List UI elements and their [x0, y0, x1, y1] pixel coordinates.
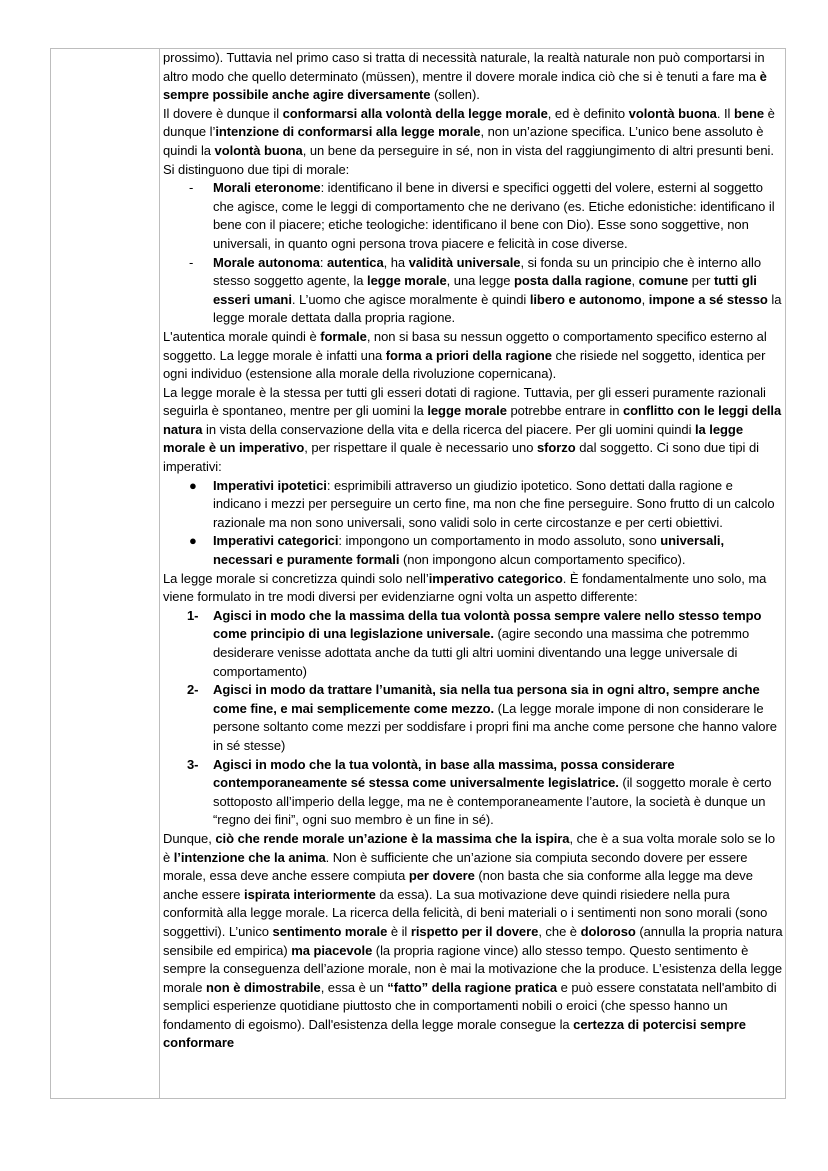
text-run: per: [688, 273, 714, 289]
text-run: , essa è un: [320, 979, 388, 995]
list-marker: -: [189, 180, 194, 196]
text-run: (il soggetto morale è certo sottoposto all’imperio della legge, ma ne è contemporaneamente l’autore, la società è dunque un “regno dei fini”, ogni suo membro è un fine in sé).: [213, 775, 772, 828]
list-marker: -: [189, 254, 194, 270]
table-content-cell: [163, 49, 783, 1053]
text-run: (non basta che sia conforme alla legge ma deve anche essere: [163, 868, 753, 902]
paragraph: [163, 830, 783, 1053]
text-run: . Il: [716, 105, 734, 121]
bold-text: legge morale: [367, 273, 447, 289]
bold-text: per dovere: [408, 868, 475, 884]
text-run: la legge morale dettata dalla propria ragione.: [213, 291, 782, 326]
text-run: e può essere constatata nell'ambito di semplici esperienze quotidiane piuttosto che in comportamenti nobili o eroici (che spesso hanno un fondamento di egoismo). Dall'esistenza della legge morale consegue la: [163, 979, 777, 1032]
bold-text: la legge morale è un imperativo: [163, 421, 744, 456]
bold-text: doloroso: [580, 923, 636, 939]
text-run: , una legge: [446, 273, 515, 289]
text-run: , ha: [383, 254, 409, 270]
text-run: , un bene da perseguire in sé, non in vista del raggiungimento di altri presunti beni. Si distinguono due tipi di morale:: [163, 142, 774, 177]
text-run: ,: [641, 291, 649, 307]
list-item-text: [213, 608, 761, 679]
bold-text: imperativo categorico: [428, 570, 563, 586]
text-run: La legge morale si concretizza quindi solo nell’: [163, 570, 429, 586]
bold-text: posta dalla ragione: [514, 273, 632, 289]
bold-text: validità universale: [408, 254, 521, 270]
bold-text: universali, necessari e puramente formali: [213, 533, 725, 568]
text-run: L'autentica morale quindi è: [163, 328, 321, 344]
text-run: ,: [631, 273, 639, 289]
bold-text: sentimento morale: [272, 923, 388, 939]
bold-text: Imperativi ipotetici: [213, 477, 327, 493]
bold-text: volontà buona: [214, 142, 303, 158]
text-run: , che è a sua volta morale solo se lo è: [163, 830, 776, 865]
text-run: Il dovere è dunque il: [163, 105, 283, 121]
bold-text: “fatto” della ragione pratica: [387, 979, 558, 995]
bold-text: rispetto per il dovere: [410, 923, 539, 939]
text-run: (la propria ragione vince) allo stesso tempo. Questo sentimento è sempre la conseguenza dell’azione morale, non è mai la motivazione che la produce. L’esistenza della legge morale: [163, 942, 783, 995]
list-item: [163, 179, 783, 253]
list-item: [163, 756, 783, 830]
bold-text: intenzione di conformarsi alla legge morale: [215, 124, 481, 140]
bold-text: impone a sé stesso: [648, 291, 768, 307]
bold-text: Agisci in modo che la massima della tua volontà possa sempre valere nello stesso tempo come principio di una legislazione universale.: [213, 607, 762, 642]
text-run: : identificano il bene in diversi e specifici oggetti del volere, esterni al soggetto che agisce, come le leggi di comportamento che ne derivano (es. Etiche edonistiche: identificano il bene con il piacere; etiche teologiche: identificano il bene con Dio). Esse sono soggettive, non universali, in quanto ogni persona trova piacere e felicità in cose diverse.: [213, 180, 775, 251]
text-run: La legge morale è la stessa per tutti gli esseri dotati di ragione. Tuttavia, per gli esseri puramente razionali seguirla è spontaneo, mentre per gli uomini la: [163, 384, 766, 419]
bold-text: forma a priori della ragione: [385, 347, 552, 363]
list-item-text: [213, 180, 775, 251]
text-run: in vista della conservazione della vita e della ricerca del piacere. Per gli uomini quindi: [202, 421, 695, 437]
text-run: Dunque,: [163, 830, 216, 846]
bold-text: Agisci in modo da trattare l’umanità, sia nella tua persona sia in ogni altro, sempre anche come fine, e mai semplicemente come mezzo.: [213, 682, 760, 716]
bold-text: volontà buona: [628, 105, 717, 121]
bold-text: l’intenzione che la anima: [173, 849, 326, 865]
text-run: , ed è definito: [547, 105, 629, 121]
text-run: (annulla la propria natura sensibile ed empirica): [163, 923, 783, 958]
morals-list: [163, 179, 783, 328]
list-item-text: [213, 478, 775, 530]
list-item-text: [213, 533, 724, 567]
text-run: che risiede nel soggetto, identica per ogni individuo (estensione alla morale della rivoluzione copernicana).: [163, 347, 766, 382]
list-marker: 2-: [187, 682, 199, 698]
paragraph: [163, 570, 783, 607]
list-marker: ●: [189, 477, 197, 493]
bold-text: Morali eteronome: [213, 180, 321, 196]
bold-text: legge morale: [427, 403, 507, 419]
text-run: (La legge morale impone di non considerare le persone soltanto come mezzi per soddisfare i propri fini ma anche come persone che hanno valore in sé stesse): [213, 700, 777, 753]
list-item-text: [213, 682, 777, 753]
list-item-text: [213, 757, 771, 828]
text-run: (agire secondo una massima che potremmo desiderare venisse adottata anche da tutti gli altri uomini diventando una legge universale di comportamento): [213, 626, 750, 679]
notes-table: [50, 48, 786, 1099]
text-run: (non impongono alcun comportamento specifico).: [399, 552, 686, 568]
paragraph: [163, 105, 783, 179]
list-marker: 3-: [187, 756, 199, 772]
bold-text: sforzo: [536, 440, 576, 456]
bold-text: formale: [320, 328, 367, 344]
text-run: (sollen).: [430, 87, 480, 103]
bold-text: autentica: [327, 254, 384, 270]
imperatives-list: [163, 477, 783, 570]
bold-text: è sempre possibile anche agire diversamente: [163, 68, 767, 103]
text-run: : impongono un comportamento in modo assoluto, sono: [338, 533, 661, 549]
table-left-column: [51, 49, 160, 1098]
bold-text: certezza di potercisi sempre conformare: [163, 1016, 746, 1051]
list-marker: ●: [189, 533, 197, 549]
list-item: [163, 254, 783, 328]
text-run: : esprimibili attraverso un giudizio ipotetico. Sono dettati dalla ragione e indicano i mezzi per perseguire un certo fine, ma non che fine perseguire. Sono frutto di un calcolo razionale ma non sono universali, sono validi solo in certe circostanze e per certi obiettivi.: [213, 477, 775, 530]
text-run: . Non è sufficiente che un’azione sia compiuta secondo dovere per essere morale, essa deve anche essere compiuta: [163, 849, 748, 884]
text-run: è il: [387, 923, 411, 939]
formulations-list: [163, 607, 783, 830]
bold-text: comune: [638, 273, 689, 289]
text-run: prossimo). Tuttavia nel primo caso si tratta di necessità naturale, la realtà naturale non può comportarsi in altro modo che quello determinato (müssen), mentre il dovere morale indica ciò che si è tenuti a fare ma: [163, 50, 765, 84]
text-run: dal soggetto. Ci sono due tipi di imperativi:: [163, 440, 759, 475]
list-item: [163, 607, 783, 681]
text-run: , non un’azione specifica. L’unico bene assoluto è quindi la: [163, 124, 764, 158]
text-run: , per rispettare il quale è necessario uno: [304, 440, 537, 456]
bold-text: ma piacevole: [291, 942, 373, 958]
bold-text: bene: [733, 105, 765, 121]
bold-text: non è dimostrabile: [206, 979, 321, 995]
list-item-text: [213, 255, 781, 326]
text-run: :: [319, 254, 327, 270]
text-run: , che è: [538, 923, 581, 939]
bold-text: libero e autonomo: [529, 291, 642, 307]
paragraph: [163, 384, 783, 477]
text-run: . È fondamentalmente uno solo, ma viene formulato in tre modi diversi per evidenziarne ogni volta un aspetto differente:: [163, 570, 767, 605]
list-item: [163, 532, 783, 569]
paragraph: [163, 328, 783, 384]
list-item: [163, 681, 783, 755]
list-marker: 1-: [187, 607, 199, 623]
bold-text: Morale autonoma: [213, 254, 320, 270]
bold-text: conflitto con le leggi della natura: [163, 403, 782, 437]
bold-text: ispirata interiormente: [244, 886, 376, 902]
text-run: da essa). La sua motivazione deve quindi risiedere nella pura conformità alla legge morale. La ricerca della felicità, di beni materiali o i sentimenti non sono morali (sono soggettivi). L’unico: [163, 886, 768, 939]
bold-text: conformarsi alla volontà della legge morale: [282, 105, 548, 121]
text-run: potrebbe entrare in: [506, 403, 623, 419]
bold-text: tutti gli esseri umani: [213, 273, 757, 307]
bold-text: Agisci in modo che la tua volontà, in base alla massima, possa considerare contemporaneamente sé stessa come universalmente legislatrice.: [213, 756, 675, 791]
text-run: , non si basa su nessun oggetto o comportamento specifico esterno al soggetto. La legge morale è infatti una: [163, 328, 767, 363]
text-run: . L’uomo che agisce moralmente è quindi: [291, 291, 530, 307]
bold-text: Imperativi categorici: [213, 533, 339, 549]
list-item: [163, 477, 783, 533]
text-run: , si fonda su un principio che è interno allo stesso soggetto agente, la: [213, 254, 762, 289]
bold-text: ciò che rende morale un’azione è la massima che la ispira: [215, 830, 570, 846]
text-run: è dunque l’: [163, 105, 775, 140]
paragraph: [163, 49, 783, 105]
